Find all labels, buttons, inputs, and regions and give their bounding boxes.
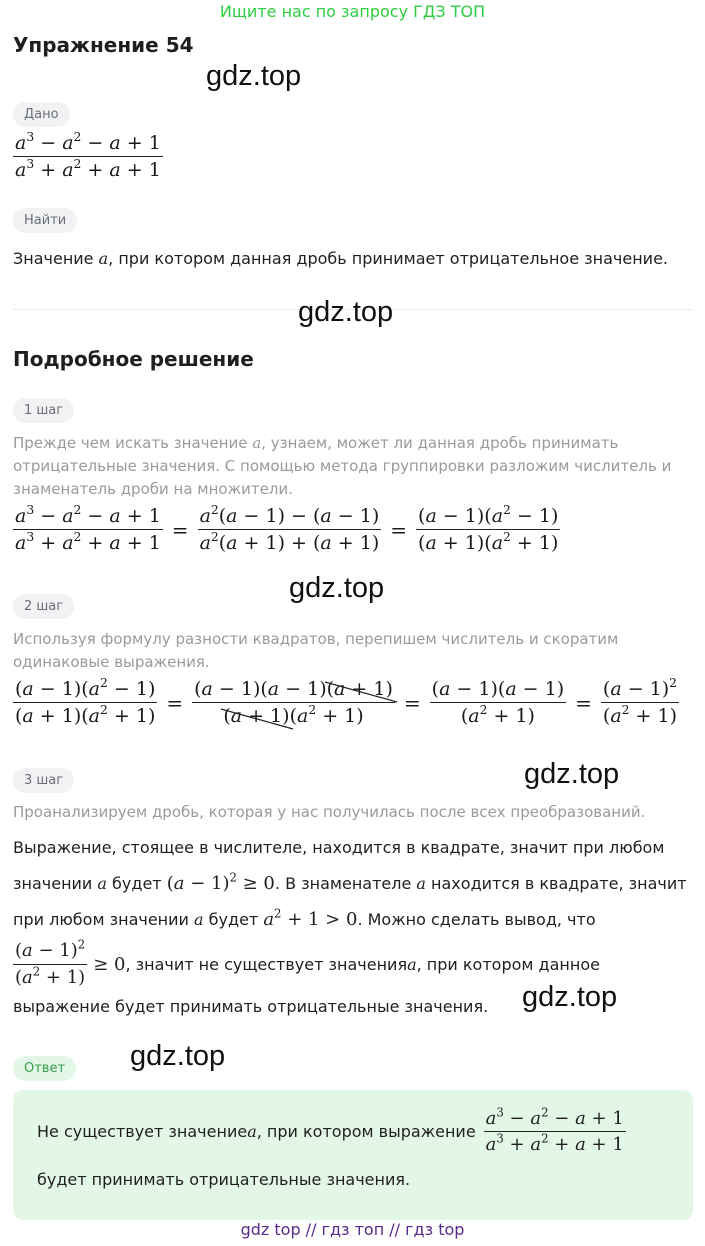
- watermark: gdz.top: [524, 758, 620, 790]
- step-1-badge: [13, 398, 74, 423]
- step-3-badge: [13, 768, 74, 793]
- step-label: 1 шаг: [13, 398, 74, 423]
- given-label: Дано: [13, 102, 70, 127]
- step-label: 3 шаг: [13, 768, 74, 793]
- footer-links[interactable]: gdz top // гдз топ // гдз top: [240, 1220, 465, 1239]
- step-1-equation: $\frac{a^3 - a^2 - a + 1}{a^3 + a^2 + a + 1}$ = $\frac{a^2(a - 1) - (a - 1)}{a^2(a + 1) + (a + 1)}$ = $\frac{(a - 1)(a^2 - 1)}{(a + 1)(a^2 + 1)}$: [15, 502, 559, 554]
- find-text: Значение a, при котором данная дробь принимает отрицательное значение.: [13, 249, 669, 268]
- find-label: Найти: [13, 208, 77, 233]
- solution-title: Подробное решение: [13, 347, 254, 371]
- step-2-badge: [13, 594, 74, 619]
- watermark: gdz.top: [522, 981, 618, 1013]
- find-badge: [13, 208, 77, 233]
- watermark: gdz.top: [206, 60, 302, 92]
- answer-label: Ответ: [13, 1056, 76, 1081]
- step-label: 2 шаг: [13, 594, 74, 619]
- answer-line-2: будет принимать отрицательные значения.: [37, 1170, 411, 1189]
- watermark: gdz.top: [298, 296, 394, 328]
- answer-line-1: Не существует значение a , при котором выражение $\frac{a^3 - a^2 - a + 1}{a^3 + a^2 + a + 1}$: [37, 1105, 624, 1155]
- answer-badge: [13, 1056, 76, 1081]
- given-expression: $\frac{a^3 - a^2 - a + 1}{a^3 + a^2 + a + 1}$: [15, 129, 161, 181]
- step-1-text: Прежде чем искать значение a, узнаем, может ли данная дробь принимать отрицательные значения. С помощью метода группировки разложим числитель и знаменатель дроби на множители.: [13, 434, 672, 498]
- step-2-equation: $\frac{(a - 1)(a^2 - 1)}{(a + 1)(a^2 + 1)}$ = (a − 1)(a − 1)(a + 1) (a + 1) $(a^2 + 1)$ = $\frac{(a - 1)(a - 1)}{(a^2 + 1)}$ = $\frac{(a - 1)^2}{(a^2 + 1)}$: [15, 675, 678, 727]
- conclusion-text: Выражение, стоящее в числителе, находится в квадрате, значит при любом значении a будет $(a - 1)^2 \ge 0$. В знаменателе a находится в квадрате, значит при любом значении a будет $a^2 + 1 > 0$. Можно сделать вывод, что $\frac{(a - 1)^2}{(a^2 + 1)}$ ≥ 0 , значит не существует значения a , при котором данное выражение будет принимать отрицательные значения.: [13, 838, 687, 1016]
- exercise-title: Упражнение 54: [13, 33, 194, 57]
- watermark: gdz.top: [289, 572, 385, 604]
- step-3-text: Проанализируем дробь, которая у нас получилась после всех преобразований.: [13, 803, 646, 821]
- watermark: gdz.top: [130, 1040, 226, 1072]
- search-banner[interactable]: Ищите нас по запросу ГДЗ ТОП: [219, 2, 486, 21]
- given-badge: [13, 102, 70, 127]
- step-2-text: Используя формулу разности квадратов, перепишем числитель и скоратим одинаковые выражения.: [13, 630, 619, 671]
